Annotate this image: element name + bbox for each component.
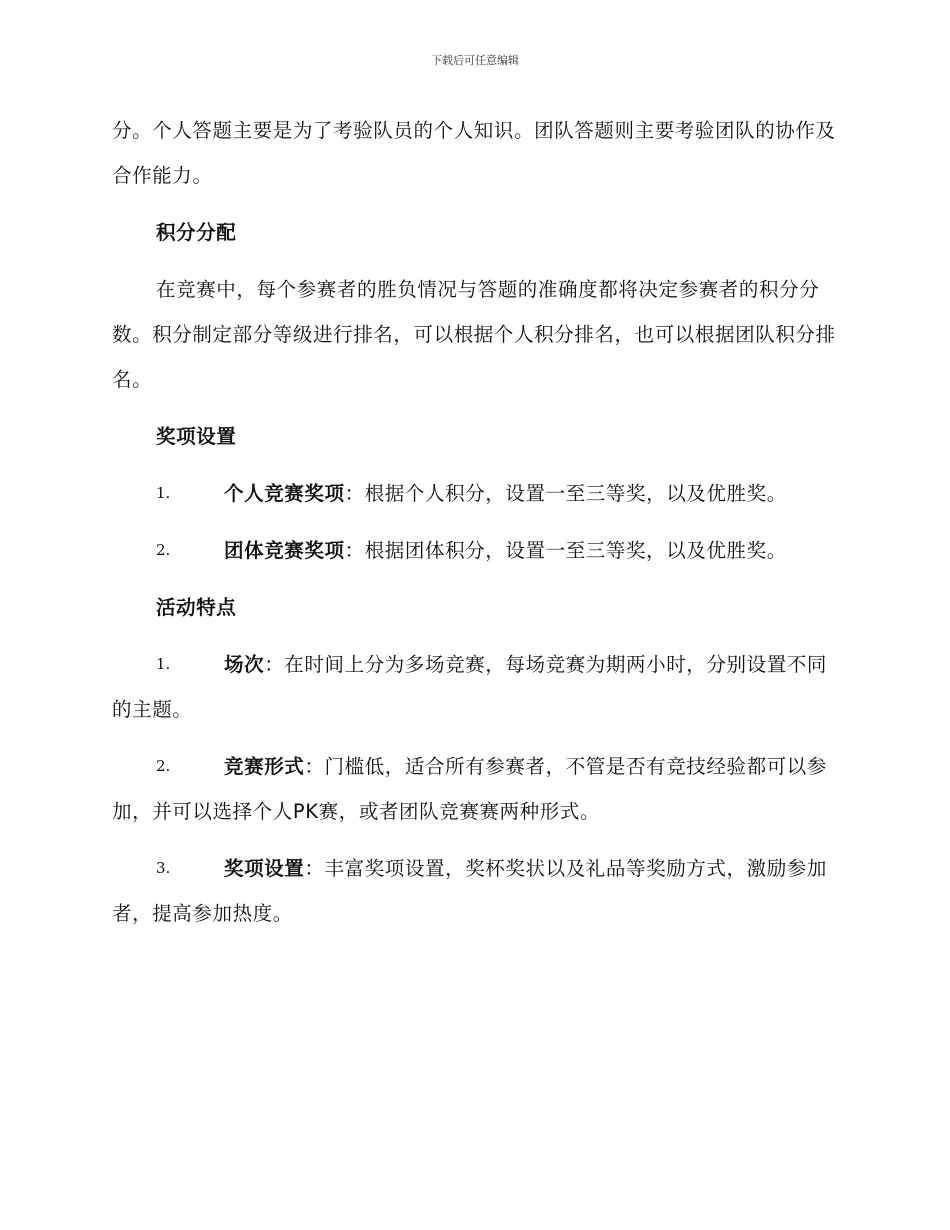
list-term: 奖项设置 (224, 857, 305, 880)
list-term: 个人竞赛奖项 (224, 482, 345, 505)
awards-list-item (112, 528, 836, 573)
section-heading-scoring: 积分分配 (156, 221, 237, 244)
list-number: 1. (156, 655, 171, 673)
list-text: ：门槛低，适合所有参赛者，不管是否有竞技经验都可以参加，并可以选择个人PK赛，或者团队竞赛赛两种形式。 (112, 755, 828, 823)
list-number: 2. (156, 541, 171, 559)
list-text: ：丰富奖项设置，奖杯奖状以及礼品等奖励方式，激励参加者，提高参加热度。 (112, 857, 828, 925)
list-text: ：根据团体积分，设置一至三等奖，以及优胜奖。 (344, 539, 787, 562)
awards-list-item (112, 471, 836, 516)
scoring-paragraph: 在竞赛中，每个参赛者的胜负情况与答题的准确度都将决定参赛者的积分分数。积分制定部分等级进行排名，可以根据个人积分排名，也可以根据团队积分排名。 (112, 278, 836, 391)
list-number: 3. (156, 859, 171, 877)
features-list-item (112, 642, 836, 732)
list-term: 团体竞赛奖项 (224, 539, 345, 562)
list-term: 竞赛形式 (224, 755, 305, 778)
page-header: 下载后可任意编辑 (431, 54, 519, 67)
section-heading-features: 活动特点 (156, 596, 237, 619)
list-text: ：在时间上分为多场竞赛，每场竞赛为期两小时，分别设置不同的主题。 (112, 653, 828, 721)
features-list-item (112, 846, 836, 936)
list-number: 1. (156, 484, 171, 502)
list-number: 2. (156, 757, 171, 775)
intro-paragraph: 分。个人答题主要是为了考验队员的个人知识。团队答题则主要考验团队的协作及合作能力。 (112, 119, 836, 187)
features-list-item (112, 744, 836, 834)
list-text: ：根据个人积分，设置一至三等奖，以及优胜奖。 (344, 482, 787, 505)
list-term: 场次 (224, 653, 265, 676)
document-body (112, 108, 836, 948)
section-heading-awards: 奖项设置 (156, 425, 237, 448)
